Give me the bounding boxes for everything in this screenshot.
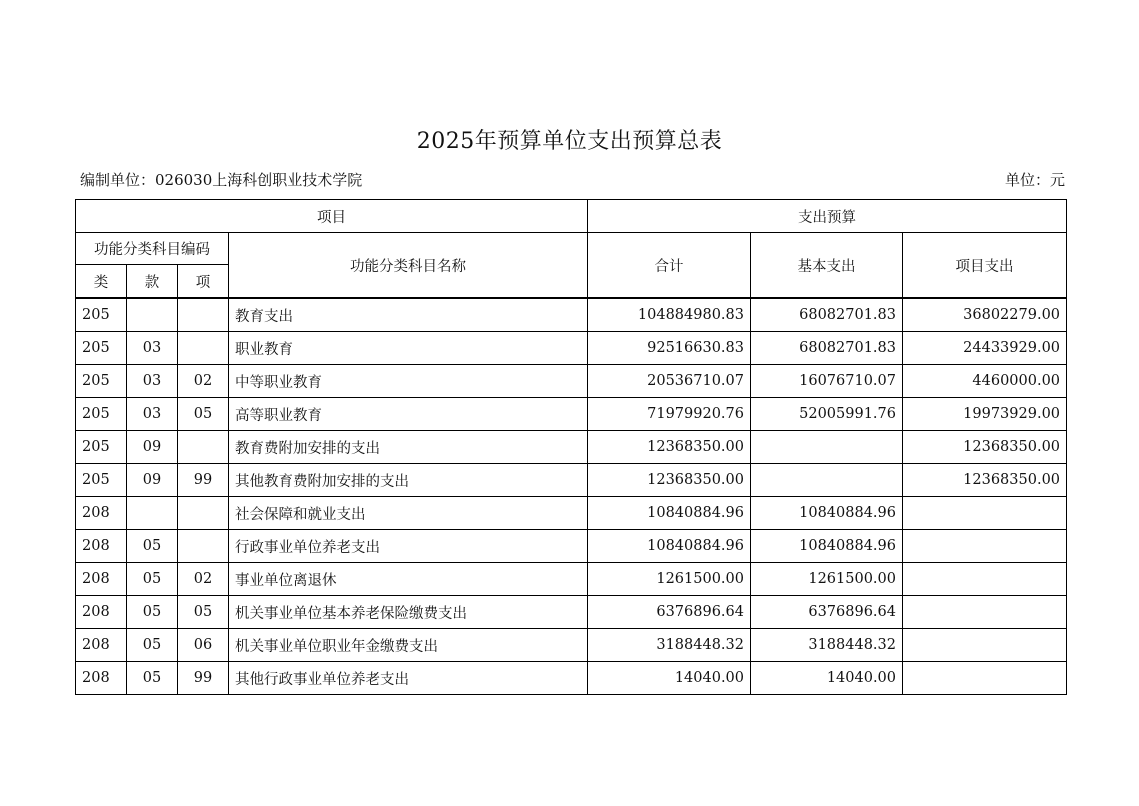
- cell-kuan: 05: [127, 530, 178, 563]
- table-row: [76, 398, 1067, 431]
- cell-lei: 205: [76, 464, 127, 497]
- table-row: [76, 431, 1067, 464]
- cell-subject-name: 社会保障和就业支出: [229, 497, 588, 530]
- cell-basic-expense: 1261500.00: [751, 563, 903, 596]
- cell-basic-expense: 52005991.76: [751, 398, 903, 431]
- table-row: [76, 365, 1067, 398]
- cell-project-expense: [903, 497, 1067, 530]
- cell-xiang: [178, 431, 229, 464]
- cell-basic-expense: 68082701.83: [751, 298, 903, 332]
- cell-project-expense: [903, 563, 1067, 596]
- cell-xiang: [178, 298, 229, 332]
- cell-project-expense: 24433929.00: [903, 332, 1067, 365]
- cell-subject-name: 教育支出: [229, 298, 588, 332]
- cell-project-expense: [903, 596, 1067, 629]
- cell-xiang: 02: [178, 365, 229, 398]
- header-subject-name: 功能分类科目名称: [229, 233, 588, 299]
- cell-lei: 208: [76, 629, 127, 662]
- cell-total: 92516630.83: [588, 332, 751, 365]
- cell-kuan: 03: [127, 365, 178, 398]
- cell-basic-expense: 10840884.96: [751, 530, 903, 563]
- header-code-group: 功能分类科目编码: [76, 233, 229, 265]
- cell-subject-name: 事业单位离退休: [229, 563, 588, 596]
- cell-total: 12368350.00: [588, 464, 751, 497]
- cell-subject-name: 教育费附加安排的支出: [229, 431, 588, 464]
- cell-project-expense: [903, 629, 1067, 662]
- cell-subject-name: 其他教育费附加安排的支出: [229, 464, 588, 497]
- cell-lei: 208: [76, 563, 127, 596]
- cell-kuan: 03: [127, 398, 178, 431]
- cell-basic-expense: 68082701.83: [751, 332, 903, 365]
- page-title: 2025年预算单位支出预算总表: [416, 129, 723, 154]
- cell-basic-expense: 6376896.64: [751, 596, 903, 629]
- cell-total: 10840884.96: [588, 497, 751, 530]
- cell-kuan: 05: [127, 662, 178, 695]
- table-row: [76, 596, 1067, 629]
- cell-basic-expense: [751, 431, 903, 464]
- cell-lei: 208: [76, 596, 127, 629]
- table-row: [76, 629, 1067, 662]
- cell-total: 104884980.83: [588, 298, 751, 332]
- cell-lei: 205: [76, 365, 127, 398]
- cell-project-expense: 19973929.00: [903, 398, 1067, 431]
- cell-project-expense: 36802279.00: [903, 298, 1067, 332]
- header-expense-budget: 支出预算: [588, 200, 1067, 233]
- cell-subject-name: 其他行政事业单位养老支出: [229, 662, 588, 695]
- cell-total: 1261500.00: [588, 563, 751, 596]
- cell-xiang: [178, 530, 229, 563]
- header-project: 项目: [76, 200, 588, 233]
- cell-subject-name: 高等职业教育: [229, 398, 588, 431]
- cell-subject-name: 机关事业单位基本养老保险缴费支出: [229, 596, 588, 629]
- table-row: [76, 332, 1067, 365]
- cell-kuan: 05: [127, 596, 178, 629]
- cell-xiang: 99: [178, 464, 229, 497]
- cell-basic-expense: 14040.00: [751, 662, 903, 695]
- cell-kuan: [127, 497, 178, 530]
- cell-lei: 208: [76, 497, 127, 530]
- cell-kuan: 09: [127, 464, 178, 497]
- cell-total: 3188448.32: [588, 629, 751, 662]
- header-project-expense: 项目支出: [903, 233, 1067, 299]
- cell-lei: 205: [76, 332, 127, 365]
- cell-lei: 205: [76, 431, 127, 464]
- cell-xiang: 05: [178, 596, 229, 629]
- cell-kuan: 05: [127, 563, 178, 596]
- cell-project-expense: [903, 662, 1067, 695]
- cell-subject-name: 行政事业单位养老支出: [229, 530, 588, 563]
- header-lei: 类: [76, 265, 127, 299]
- compiling-unit: 编制单位：026030上海科创职业技术学院: [80, 171, 363, 189]
- cell-xiang: [178, 332, 229, 365]
- cell-total: 6376896.64: [588, 596, 751, 629]
- header-total: 合计: [588, 233, 751, 299]
- cell-total: 10840884.96: [588, 530, 751, 563]
- cell-project-expense: 12368350.00: [903, 431, 1067, 464]
- cell-lei: 208: [76, 662, 127, 695]
- cell-subject-name: 中等职业教育: [229, 365, 588, 398]
- cell-project-expense: 4460000.00: [903, 365, 1067, 398]
- table-row: [76, 298, 1067, 332]
- table-row: [76, 464, 1067, 497]
- table-row: [76, 662, 1067, 695]
- cell-project-expense: 12368350.00: [903, 464, 1067, 497]
- cell-xiang: 02: [178, 563, 229, 596]
- cell-subject-name: 机关事业单位职业年金缴费支出: [229, 629, 588, 662]
- cell-basic-expense: [751, 464, 903, 497]
- header-basic-expense: 基本支出: [751, 233, 903, 299]
- cell-lei: 205: [76, 298, 127, 332]
- cell-kuan: 09: [127, 431, 178, 464]
- cell-xiang: 99: [178, 662, 229, 695]
- currency-unit: 单位：元: [1004, 171, 1065, 189]
- cell-total: 71979920.76: [588, 398, 751, 431]
- cell-xiang: 06: [178, 629, 229, 662]
- header-kuan: 款: [127, 265, 178, 299]
- cell-total: 14040.00: [588, 662, 751, 695]
- cell-basic-expense: 10840884.96: [751, 497, 903, 530]
- cell-project-expense: [903, 530, 1067, 563]
- cell-total: 12368350.00: [588, 431, 751, 464]
- cell-kuan: [127, 298, 178, 332]
- header-row-2: [76, 233, 1067, 265]
- cell-xiang: 05: [178, 398, 229, 431]
- table-row: [76, 563, 1067, 596]
- cell-subject-name: 职业教育: [229, 332, 588, 365]
- cell-lei: 205: [76, 398, 127, 431]
- cell-kuan: 05: [127, 629, 178, 662]
- cell-basic-expense: 3188448.32: [751, 629, 903, 662]
- cell-basic-expense: 16076710.07: [751, 365, 903, 398]
- header-xiang: 项: [178, 265, 229, 299]
- cell-xiang: [178, 497, 229, 530]
- budget-table: [75, 199, 1067, 695]
- table-body: [76, 298, 1067, 695]
- table-row: [76, 497, 1067, 530]
- table-row: [76, 530, 1067, 563]
- cell-total: 20536710.07: [588, 365, 751, 398]
- cell-lei: 208: [76, 530, 127, 563]
- cell-kuan: 03: [127, 332, 178, 365]
- header-row-1: [76, 200, 1067, 233]
